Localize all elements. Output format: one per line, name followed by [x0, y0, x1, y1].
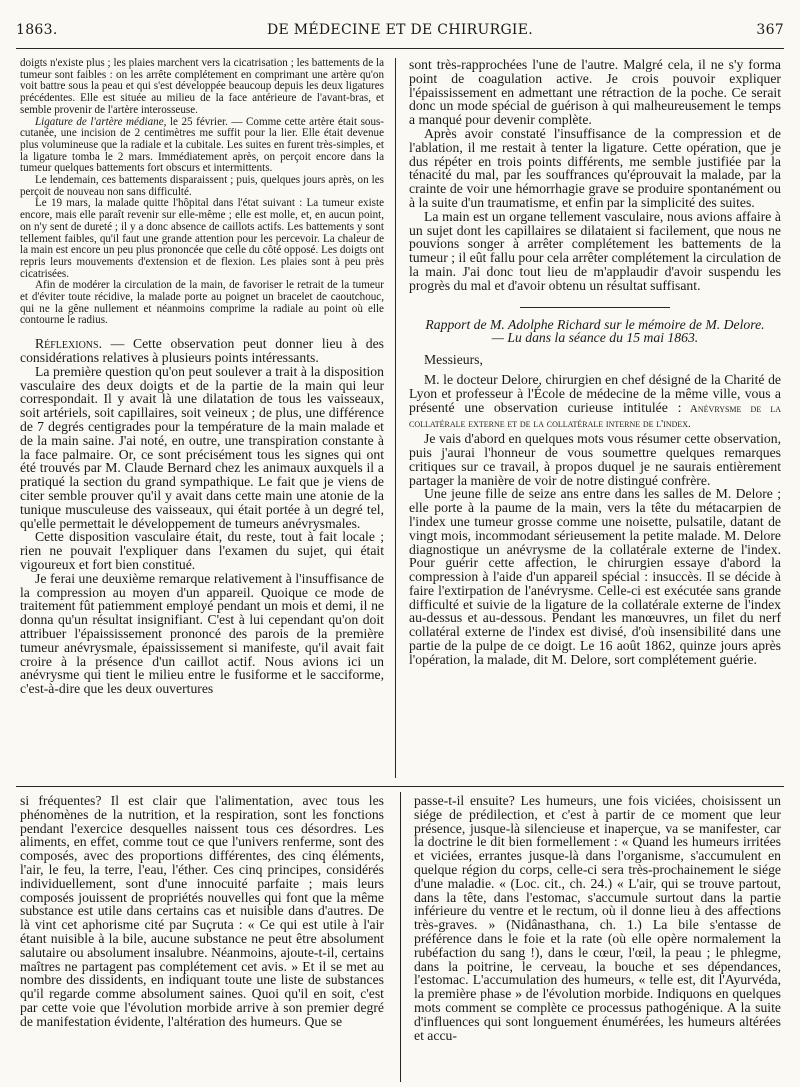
page-header	[16, 22, 784, 46]
paragraph: Le lendemain, ces battements disparaissent ; puis, quelques jours après, on les perçoit de nouveau non sans difficulté.	[20, 174, 384, 198]
right-column	[409, 58, 781, 780]
bottom-right-column	[414, 794, 781, 1082]
reflexions-text: — Cette observation peut donner lieu à des considérations relatives à plusieurs points intéressants.	[20, 336, 384, 365]
paragraph: Je ferai une deuxième remarque relativement à l'insuffisance de la compression au moyen d'un appareil. Quoique ce mode de traitement fût patiemment employé pendant un mois et demi, il ne donna qu'un résultat insignifiant. C'est à lui cependant qu'on doit attribuer l'épaississement prononcé des parois de la première tumeur anévrysmale, épaississement si manifeste, qu'il avait fait croire à la présence d'un caillot actif. Nous avions ici un anévrysme qui tient le milieu entre le fusiforme et le sacciforme, c'est-à-dire que les deux ouvertures	[20, 570, 384, 697]
paragraph	[409, 373, 781, 432]
report-title-line: — Lu dans la séance du 15 mai 1863.	[491, 330, 699, 346]
paragraph: Je vais d'abord en quelques mots vous résumer cette observation, puis j'aurai l'honneur de vous soumettre quelques remarques critiques sur ce travail, à propos duquel je ne saurais entièrement partager la manière de voir de notre distingué confrère.	[409, 431, 781, 488]
salutation: Messieurs,	[424, 352, 483, 368]
paragraph: La main est un organe tellement vasculaire, nous avions affaire à un sujet dont les capillaires se dilataient si facilement, que nous ne pouvions songer à arrêter complétement les battements de la tumeur ; il eût fallu pour cela arrêter complétement la circulation de la main. J'ai donc tout lieu de m'applaudir d'avoir suspendu les progrès du mal et d'avoir obtenu un résultat suffisant.	[409, 208, 781, 293]
paragraph: doigts n'existe plus ; les plaies marchent vers la cicatrisation ; les battements de la tumeur sont faibles : on les arrête complétement en comprimant une artère qu'on voit battre sous la peau et qui s'est développée beaucoup depuis les deux ligatures précédentes. Elle est située au milieu de la face antérieure de l'avant-bras, et semble provenir de l'artère interosseuse.	[20, 58, 384, 116]
report-title-line: Rapport de M. Adolphe Richard sur le mémoire de M. Delore.	[425, 316, 765, 332]
left-column	[20, 58, 384, 780]
header-rule	[16, 48, 784, 49]
report-title	[409, 318, 781, 346]
memoir-title: Anévrysme de la collatérale externe et de la collatérale interne de l'index.	[409, 402, 781, 431]
ligature-text: le 25 février. — Comme cette artère était sous-cutanée, une incision de 2 centimètres me suffit pour la lier. Elle était devenue plus volumineuse que la radiale et la cubitale. Les suites en furent très-simples, et la ligature tomba le 2 mars. Immédiatement après, on perçoit encore dans la tumeur quelques battements fort obscurs et intermittents.	[20, 115, 384, 175]
paragraph: Afin de modérer la circulation de la main, de favoriser le retrait de la tumeur et d'éviter toute récidive, la malade porte au poignet un bracelet de caoutchouc, qui ne la gêne nullement et néanmoins comprime la radiale au point où elle contourne le radius.	[20, 279, 384, 327]
page-number: 367	[756, 22, 784, 38]
paragraph: sont très-rapprochées l'une de l'autre. Malgré cela, il ne s'y forma point de coagulation active. Je crois pouvoir expliquer l'épaississement en admettant une rétraction de la poche. Ce serait donc un mode spécial de guérison à qui malheureusement le temps a manqué pour devenir complète.	[409, 58, 781, 128]
reflexions-heading: Réflexions.	[35, 336, 102, 352]
header-title: DE MÉDECINE ET DE CHIRURGIE.	[266, 22, 534, 38]
paragraph: passe-t-il ensuite? Les humeurs, une fois viciées, choisissent un siége de prédilection, et c'est à partir de ce moment que leur présence, jusque-là silencieuse et inaperçue, va se manifester, car la doctrine le dit bien formellement : « Quand les humeurs irritées et viciées, errantes jusque-là dans l'organisme, s'accumulent en quelque région du corps, celle-ci sera très-prochainement le siége d'une maladie. « (Loc. cit., ch. 24.) « L'air, qui se trouve partout, dans la tête, dans l'estomac, s'accumule surtout dans la partie inférieure du ventre et le rectum, où il donne lieu à des affections très-graves. » (Nidânasthana, ch. 1.) La bile s'entasse de préférence dans le foie et la rate (où elle opère normalement la rubéfaction du sang !), dans le cœur, l'œil, la peau ; le phlegme, dans la poitrine, le cerveau, la bouche et ses dépendances, l'estomac. L'accumulation des humeurs, « telle est, dit l'Ayurvéda, la première phase » de l'évolution morbide. Indiquons en quelques mots comment se complète ce processus pathogénique. A la suite d'influences qui sont longuement énumérées, les humeurs altérées et accu-	[414, 794, 781, 1043]
paragraph: si fréquentes? Il est clair que l'alimentation, avec tous les phénomènes de la nutrition, et la respiration, sont les fonctions pendant l'exercice desquelles naissent tous ces désordres. Les aliments, en effet, comme tout ce que l'univers renferme, sont des composés, avec des proportions différentes, des cinq éléments, l'air, le feu, la terre, l'eau, l'éther. Ces cinq principes, considérés individuellement, sont d'une innocuité parfaite ; mais leurs composés jouissent de propriétés nouvelles qui font que la même substance est utile dans certains cas et nuisible dans d'autres. De là vint cet aphorisme cité par Suçruta : « Ce qui est utile à l'air étant nuisible à la bile, aucune substance ne peut être absolument salutaire ou absolument insalubre. Néanmoins, ajoute-t-il, certains maîtres ne partagent pas complétement cet avis. » Et il se met au nombre des dissidents, en indiquant toute une liste de substances qu'il regarde comme absolument saines. Quoi qu'il en soit, c'est par cette voie que l'évolution morbide arrive à son premier degré de manifestation évidente, l'altération des humeurs. Que se	[20, 794, 384, 1029]
paragraph	[20, 337, 384, 365]
section-separator	[520, 307, 670, 308]
feuilleton-rule	[16, 786, 784, 787]
paragraph: Le 19 mars, la malade quitte l'hôpital dans l'état suivant : La tumeur existe encore, mais elle paraît revenir sur elle-même ; elle est molle, et, en aucun point, on n'y sent de dureté ; il y a donc absence de caillots actifs. Les battements y sont tellement faibles, qu'il faut une grande attention pour les percevoir. La chaleur de la main est encore un peu plus prononcée que celle du côté opposé. Les doigts ont repris leurs mouvements d'extension et de flexion. Les plaies sont à peu près cicatrisées.	[20, 197, 384, 280]
paragraph	[20, 117, 384, 176]
column-divider-bottom	[400, 792, 401, 1082]
paragraph: Cette disposition vasculaire était, du reste, tout à fait locale ; rien ne pouvait l'expliquer dans l'examen du sujet, qui était vigoureux et fort bien constitué.	[20, 529, 384, 572]
bottom-left-column	[20, 794, 384, 1082]
paragraph: Une jeune fille de seize ans entre dans les salles de M. Delore ; elle porte à la paume de la main, vers la tête du métacarpien de l'index une tumeur grosse comme une noisette, pulsatile, datant de vingt mois, incommodant sérieusement la petite malade. M. Delore diagnostique un anévrysme de la collatérale externe de l'index. Pour guérir cette affection, le chirurgien essaye d'abord la compression à l'aide d'un appareil spécial : insuccès. Il se décide à faire l'extirpation de l'anévrysme. Celle-ci est exécutée sans grande difficulté et suivie de la ligature de la collatérale externe de l'index au-dessus et au-dessous. Pendant les manœuvres, un filet du nerf collatéral externe de l'index est divisé, d'où insensibilité dans une partie de la pulpe de ce doigt. Le 16 août 1862, quinze jours après l'opération, la malade, dit M. Delore, sort complétement guérie.	[409, 486, 781, 667]
paragraph: La première question qu'on peut soulever a trait à la disposition vasculaire des deux doigts et de la partie de la main qui leur correspondait. Il y avait là une dilatation de tous les vaisseaux, soit artériels, soit capillaires, soit veineux ; de plus, une différence de 7 degrés centigrades pour la température de la main malade et de la main saine. J'ai noté, en outre, une transpiration constante à la face palmaire. Or, ce sont précisément tous les signes qui ont été trouvés par M. Claude Bernard chez les animaux auxquels il a pratiqué la section du grand sympathique. Le fait que je viens de citer semble prouver qu'il y avait dans cette main une atonie de la tunique musculeuse des vaisseaux, qui était portée à un degré tel, qu'elle permettait le développement de tumeurs anévrysmales.	[20, 363, 384, 531]
header-year: 1863.	[16, 22, 58, 38]
paragraph: Après avoir constaté l'insuffisance de la compression et de l'ablation, il me restait à tenter la ligature. Cette opération, que je dus répéter en trois points différents, me semble justifiée par la ténacité du mal, par les souffrances qu'éprouvait la malade, par la crainte de voir une hémorrhagie grave se produire spontanément ou à la suite d'un traumatisme, et enfin par la simplicité des suites.	[409, 125, 781, 210]
report-body	[409, 353, 781, 667]
delore-intro: M. le docteur Delore, chirurgien en chef désigné de la Charité de Lyon et professeur à l'École de médecine de la même ville, vous a présenté une observation curieuse intitulée :	[409, 371, 781, 415]
ligature-heading: Ligature de l'artère médiane,	[35, 115, 167, 128]
column-divider	[395, 58, 396, 778]
right-upper-text	[409, 58, 781, 293]
observation-small-print	[20, 58, 384, 327]
reflexions-section	[20, 337, 384, 696]
